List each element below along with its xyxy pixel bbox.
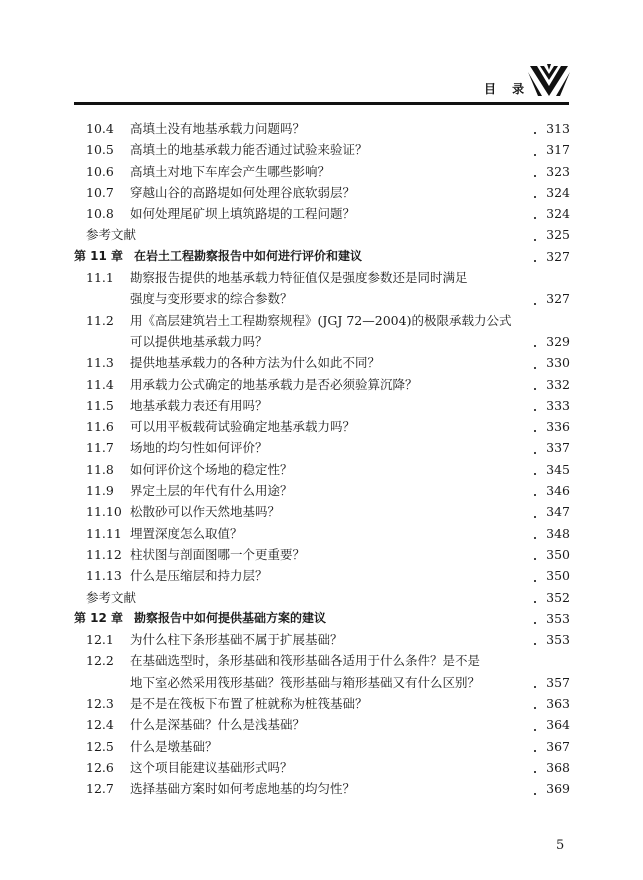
toc-page-number: 346 [546,483,570,499]
header-rule [74,102,569,105]
toc-title [130,523,534,544]
toc-title-line: 勘察报告中如何提供基础方案的建议 [134,608,534,629]
toc-row [74,203,570,224]
toc-number: 12.1 [86,632,114,648]
toc-row [74,459,570,480]
toc-title-line: 什么是压缩层和持力层？ [130,565,534,586]
toc-page-number: 329 [546,333,570,349]
toc-page-number: 324 [546,184,570,200]
toc-title [130,267,534,310]
toc-title [130,352,534,373]
toc-number: 10.8 [86,206,114,222]
toc-title-line: 用《高层建筑岩土工程勘察规程》(JGJ 72—2004)的极限承载力公式 [130,310,534,331]
toc-number: 10.7 [86,184,114,200]
toc-row [74,182,570,203]
toc-row [74,437,570,458]
toc-number: 12.3 [86,696,114,712]
toc-row [74,778,570,799]
toc-page-number: 332 [546,376,570,392]
toc-title [130,650,534,693]
toc-title [130,416,534,437]
toc-title [86,587,534,608]
toc-row [74,118,570,139]
toc-row [74,650,570,693]
toc-title [130,203,534,224]
toc-page-number: 347 [546,504,570,520]
toc-number: 11.8 [86,461,114,477]
toc-number: 11.1 [86,270,114,286]
toc-number: 11.6 [86,419,114,435]
toc-number: 第 12 章 [74,610,124,625]
toc-title-line: 如何评价这个场地的稳定性？ [130,459,534,480]
toc-title-line: 穿越山谷的高路堤如何处理谷底软弱层？ [130,182,534,203]
toc-title [130,736,534,757]
toc-page-number: 330 [546,355,570,371]
toc-title-line: 高填土的地基承载力能否通过试验来验证？ [130,139,534,160]
toc-title [130,544,534,565]
toc-title [130,693,534,714]
toc-title [130,437,534,458]
toc-title-line: 界定土层的年代有什么用途？ [130,480,534,501]
toc-row [74,629,570,650]
toc-number: 11.3 [86,355,114,371]
toc-number: 12.2 [86,653,114,669]
toc-number: 12.7 [86,781,114,797]
toc-page-number: 357 [546,674,570,690]
toc-title [130,565,534,586]
toc-page-number: 333 [546,397,570,413]
toc-row [74,267,570,310]
table-of-contents [74,118,570,800]
toc-row [74,693,570,714]
toc-row [74,352,570,373]
toc-title-line: 场地的均匀性如何评价？ [130,437,534,458]
toc-title-line: 地基承载力表还有用吗？ [130,395,534,416]
toc-reference-row [74,587,570,608]
toc-page-number: 350 [546,546,570,562]
toc-title-line: 高填土没有地基承载力问题吗？ [130,118,534,139]
toc-number: 11.5 [86,397,114,413]
toc-page-number: 327 [546,248,570,264]
toc-title-line: 强度与变形要求的综合参数？ [130,288,534,309]
toc-title [134,246,534,267]
toc-title-line: 可以提供地基承载力吗？ [130,331,534,352]
toc-number: 10.6 [86,163,114,179]
toc-title [130,757,534,778]
toc-chapter-row [74,608,570,629]
toc-page-number: 368 [546,759,570,775]
toc-reference-row [74,224,570,245]
page-number: 5 [556,838,565,853]
toc-number: 11.9 [86,483,114,499]
toc-title-line: 地下室必然采用筏形基础？筏形基础与箱形基础又有什么区别？ [130,672,534,693]
toc-title-line: 高填土对地下车库会产生哪些影响？ [130,161,534,182]
toc-title-line: 这个项目能建议基础形式吗？ [130,757,534,778]
toc-page-number: 324 [546,206,570,222]
publisher-logo-icon [528,62,570,100]
toc-number: 12.5 [86,738,114,754]
toc-page-number: 323 [546,163,570,179]
toc-title [130,118,534,139]
toc-title-line: 勘察报告提供的地基承载力特征值仅是强度参数还是同时满足 [130,267,534,288]
toc-number: 10.4 [86,121,114,136]
toc-row [74,374,570,395]
toc-number: 11.2 [86,312,114,328]
toc-title-line: 什么是深基础？什么是浅基础？ [130,714,534,735]
toc-title-line: 可以用平板载荷试验确定地基承载力吗？ [130,416,534,437]
toc-title [130,778,534,799]
toc-title-line: 提供地基承载力的各种方法为什么如此不同？ [130,352,534,373]
toc-page-number: 336 [546,419,570,435]
toc-number: 11.11 [86,525,122,541]
toc-title [130,480,534,501]
toc-page-number: 353 [546,610,570,626]
toc-title-line: 用承载力公式确定的地基承载力是否必须验算沉降？ [130,374,534,395]
toc-number: 11.12 [86,546,122,562]
toc-title [130,139,534,160]
toc-page-number: 363 [546,696,570,712]
toc-page-number: 352 [546,589,570,605]
toc-title [130,501,534,522]
toc-page-number: 327 [546,291,570,307]
toc-row [74,416,570,437]
toc-title [130,374,534,395]
toc-row [74,565,570,586]
toc-row [74,480,570,501]
toc-row [74,523,570,544]
toc-number: 12.6 [86,759,114,775]
toc-page-number: 317 [546,142,570,158]
toc-row [74,161,570,182]
toc-number: 第 11 章 [74,248,124,263]
toc-page-number: 367 [546,738,570,754]
toc-row [74,714,570,735]
toc-number: 12.4 [86,717,114,733]
toc-number: 11.7 [86,440,114,456]
toc-title [130,310,534,353]
toc-title-line: 参考文献 [86,224,534,245]
toc-title-line: 埋置深度怎么取值？ [130,523,534,544]
toc-title [130,714,534,735]
toc-title-line: 在岩土工程勘察报告中如何进行评价和建议 [134,246,534,267]
toc-number: 11.10 [86,504,122,520]
toc-title-line: 什么是墩基础？ [130,736,534,757]
toc-title [86,224,534,245]
header-title: 目 录 [484,82,531,96]
toc-title-line: 如何处理尾矿坝上填筑路堤的工程问题？ [130,203,534,224]
toc-title [130,182,534,203]
toc-title-line: 参考文献 [86,587,534,608]
toc-page-number: 345 [546,461,570,477]
toc-title [130,161,534,182]
toc-page-number: 313 [546,121,570,136]
toc-number: 10.5 [86,142,114,158]
toc-title [130,459,534,480]
toc-page-number: 369 [546,781,570,797]
toc-page-number: 337 [546,440,570,456]
toc-title [130,629,534,650]
toc-row [74,395,570,416]
toc-page-number: 350 [546,568,570,584]
toc-title-line: 在基础选型时，条形基础和筏形基础各适用于什么条件？是不是 [130,650,534,671]
toc-chapter-row [74,246,570,267]
toc-row [74,544,570,565]
toc-page-number: 348 [546,525,570,541]
toc-row [74,139,570,160]
toc-title [130,395,534,416]
toc-row [74,757,570,778]
toc-number: 11.4 [86,376,114,392]
toc-title-line: 为什么柱下条形基础不属于扩展基础？ [130,629,534,650]
toc-row [74,501,570,522]
toc-title-line: 柱状图与剖面图哪一个更重要？ [130,544,534,565]
toc-title-line: 选择基础方案时如何考虑地基的均匀性？ [130,778,534,799]
toc-row [74,310,570,353]
toc-title [134,608,534,629]
toc-page-number: 353 [546,632,570,648]
toc-number: 11.13 [86,568,122,584]
toc-title-line: 松散砂可以作天然地基吗？ [130,501,534,522]
toc-page-number: 325 [546,227,570,243]
toc-page-number: 364 [546,717,570,733]
toc-title-line: 是不是在筏板下布置了桩就称为桩筏基础？ [130,693,534,714]
toc-row [74,736,570,757]
